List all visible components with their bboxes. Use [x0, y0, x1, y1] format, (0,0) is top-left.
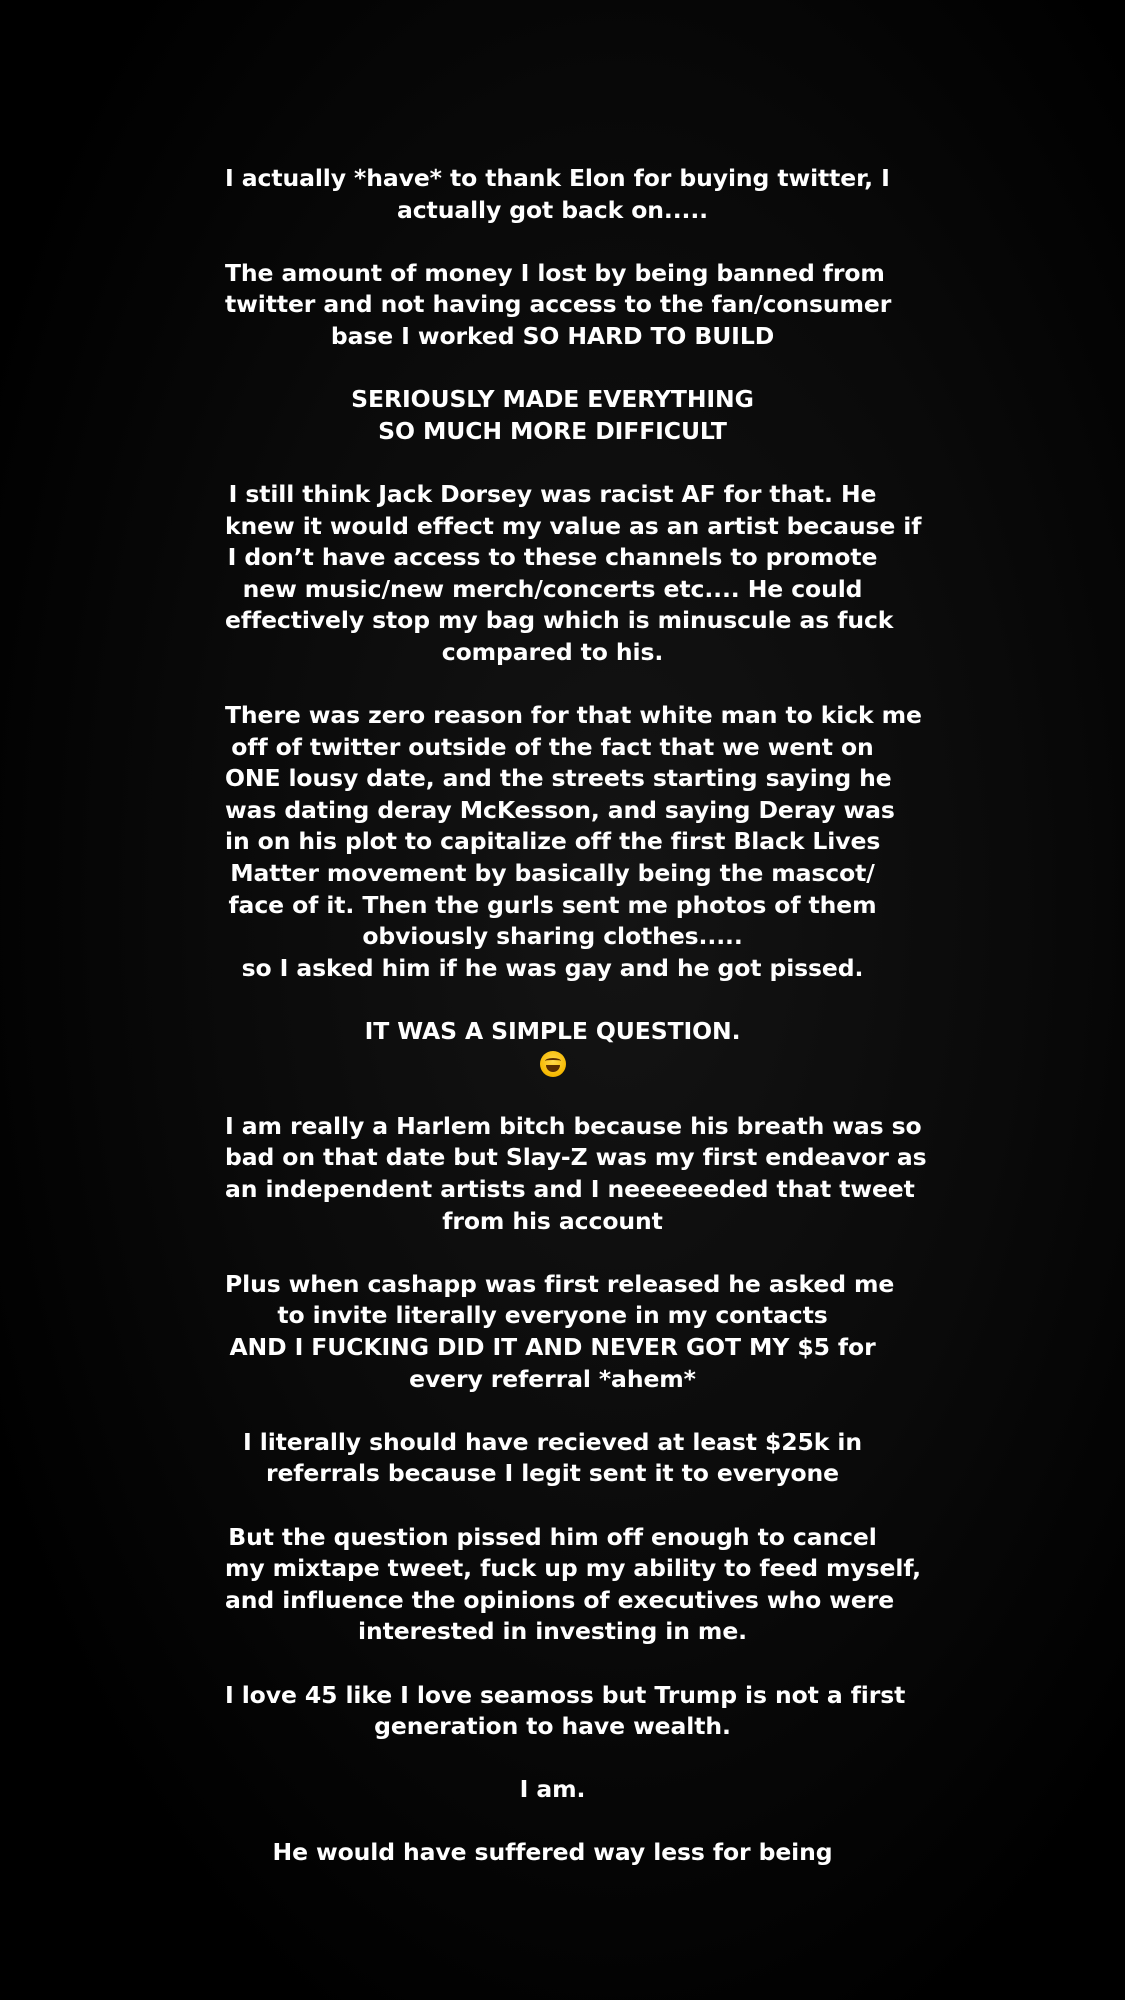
text-line: ONE lousy date, and the streets starting saying he — [225, 764, 892, 793]
paragraph-referrals — [225, 1427, 880, 1490]
text-line: But the question pissed him off enough to cancel — [228, 1522, 877, 1551]
text-line: He would have suffered way less for being — [272, 1838, 833, 1867]
text-line: interested in investing in me. — [358, 1617, 747, 1646]
text-line: off of twitter outside of the fact that we went on — [231, 732, 874, 761]
text-line: to invite literally everyone in my contacts — [277, 1301, 828, 1330]
text-line: Matter movement by basically being the mascot/ — [230, 859, 875, 888]
emoji-line — [225, 1048, 880, 1080]
text-line: I love 45 like I love seamoss but Trump is not a first — [225, 1680, 906, 1709]
paragraph-zero-reason — [225, 700, 922, 984]
text-line: I literally should have recieved at least $25k in — [243, 1427, 862, 1456]
paragraph-money-lost — [225, 258, 892, 353]
paragraph-suffered — [225, 1837, 880, 1869]
paragraph-cashapp — [225, 1269, 895, 1395]
text-line: so I asked him if he was gay and he got pissed. — [241, 953, 864, 982]
text-line: and influence the opinions of executives who were — [225, 1585, 895, 1614]
paragraph-simple-question — [225, 1016, 880, 1079]
text-line: effectively stop my bag which is minuscule as fuck — [225, 606, 894, 635]
text-line: from his account — [442, 1206, 663, 1235]
text-line: I am really a Harlem bitch because his breath was so — [225, 1111, 922, 1140]
text-line: There was zero reason for that white man to kick me — [225, 701, 922, 730]
text-line: compared to his. — [441, 637, 664, 666]
text-line: Plus when cashapp was first released he asked me — [225, 1269, 895, 1298]
paragraph-mixtape — [225, 1522, 921, 1648]
text-line: my mixtape tweet, fuck up my ability to feed myself, — [225, 1554, 921, 1583]
text-line: The amount of money I lost by being banned from — [225, 258, 885, 287]
paragraph-harlem — [225, 1111, 927, 1237]
text-line: in on his plot to capitalize off the first Black Lives — [225, 827, 881, 856]
text-line: face of it. Then the gurls sent me photos of them — [228, 890, 877, 919]
text-line: an independent artists and I neeeeeeded that tweet — [225, 1175, 915, 1203]
text-line: was dating deray McKesson, and saying Deray was — [225, 795, 895, 824]
text-line: new music/new merch/concerts etc.... He could — [242, 574, 863, 603]
text-line: obviously sharing clothes..... — [362, 922, 743, 951]
laughing-tears-emoji-icon — [540, 1051, 566, 1077]
text-line: I actually *have* to thank Elon for buying twitter, I — [225, 164, 890, 192]
text-line: AND I FUCKING DID IT AND NEVER GOT MY $5 for — [229, 1332, 876, 1361]
text-line: twitter and not having access to the fan/consumer — [225, 290, 892, 319]
text-line: referrals because I legit sent it to everyone — [265, 1459, 840, 1488]
text-line: base I worked SO HARD TO BUILD — [330, 321, 775, 350]
text-line: SO MUCH MORE DIFFICULT — [378, 416, 727, 445]
text-line: actually got back on..... — [396, 195, 709, 224]
text-line: SERIOUSLY MADE EVERYTHING — [351, 385, 754, 414]
paragraph-i-am — [225, 1774, 880, 1806]
paragraph-jack-dorsey — [225, 479, 922, 669]
text-line: IT WAS A SIMPLE QUESTION. — [364, 1017, 741, 1046]
text-line: I am. — [519, 1775, 586, 1804]
text-line: every referral *ahem* — [409, 1364, 696, 1393]
paragraph-45 — [225, 1680, 906, 1743]
paragraph-thank-elon — [225, 163, 890, 226]
text-line: I don’t have access to these channels to promote — [227, 543, 878, 572]
paragraph-seriously — [225, 384, 880, 447]
text-line: bad on that date but Slay-Z was my first endeavor as — [225, 1143, 927, 1172]
text-line: generation to have wealth. — [374, 1712, 731, 1741]
story-text-block — [225, 163, 927, 1901]
text-line: I still think Jack Dorsey was racist AF for that. He — [228, 479, 877, 508]
text-line: knew it would effect my value as an artist because if — [225, 511, 922, 540]
